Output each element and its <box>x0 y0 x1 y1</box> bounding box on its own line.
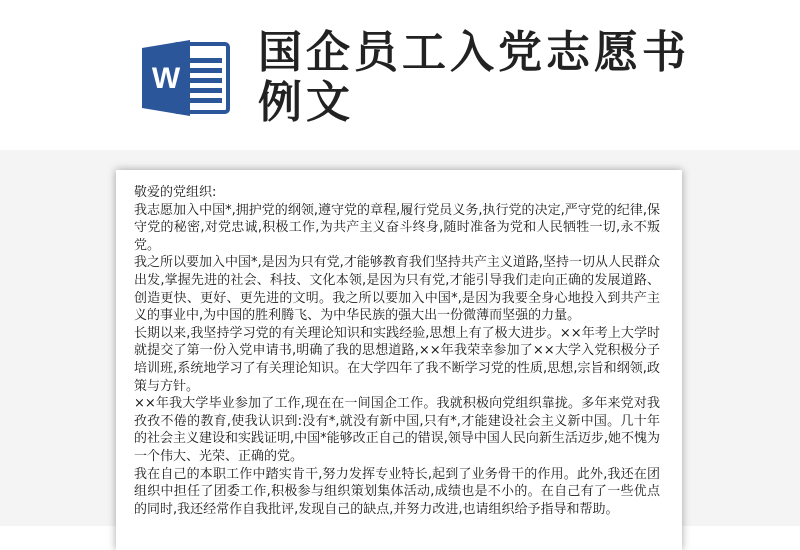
paragraph: 我志愿加入中国*,拥护党的纲领,遵守党的章程,履行党员义务,执行党的决定,严守党的纪律,保守党的秘密,对党忠诚,积极工作,为共产主义奋斗终身,随时准备为党和人民牺牲一切,永不叛党。 <box>134 202 660 253</box>
paragraph: 我在自己的本职工作中踏实肯干,努力发挥专业特长,起到了业务骨干的作用。此外,我还在团组织中担任了团委工作,积极参与组织策划集体活动,成绩也是不小的。在自己有了一些优点的同时,我还经常作自我批评,发现自己的缺点,并努力改进,也请组织给予指导和帮助。 <box>134 466 660 517</box>
word-icon-letter: W <box>151 62 181 95</box>
paragraph: 长期以来,我坚持学习党的有关理论知识和实践经验,思想上有了极大进步。××年考上大学时就提交了第一份入党申请书,明确了我的思想道路,××年我荣幸参加了××大学入党积极分子培训班,系统地学习了有关理论知识。在大学四年了我不断学习党的性质,思想,宗旨和纲领,政策与方针。 <box>134 325 660 394</box>
paragraph: ××年我大学毕业参加了工作,现在在一间国企工作。我就积极向党组织靠拢。多年来党对我孜孜不倦的教育,使我认识到:没有*,就没有新中国,只有*,才能建设社会主义新中国。几十年的社会主义建设和实践证明,中国*能够改正自己的错误,领导中国人民向新生活迈步,她不愧为一个伟大、光荣、正确的党。 <box>134 396 660 464</box>
page-title: 国企员工入党志愿书例文 <box>258 27 690 128</box>
word-document-icon <box>140 38 232 118</box>
document-page <box>116 170 682 550</box>
document-body <box>134 184 660 518</box>
paragraph: 我之所以要加入中国*,是因为只有党,才能够教育我们坚持共产主义道路,坚持一切从人民群众出发,掌握先进的社会、科技、文化本领,是因为只有党,才能引导我们走向正确的发展道路、创造更快、更好、更先进的文明。我之所以要加入中国*,是因为我要全身心地投入到共产主义的事业中,为中国的胜利腾飞、为中华民族的强大出一份微薄而坚强的力量。 <box>134 255 660 324</box>
salutation: 敬爱的党组织: <box>134 185 217 200</box>
document-header <box>0 0 800 160</box>
